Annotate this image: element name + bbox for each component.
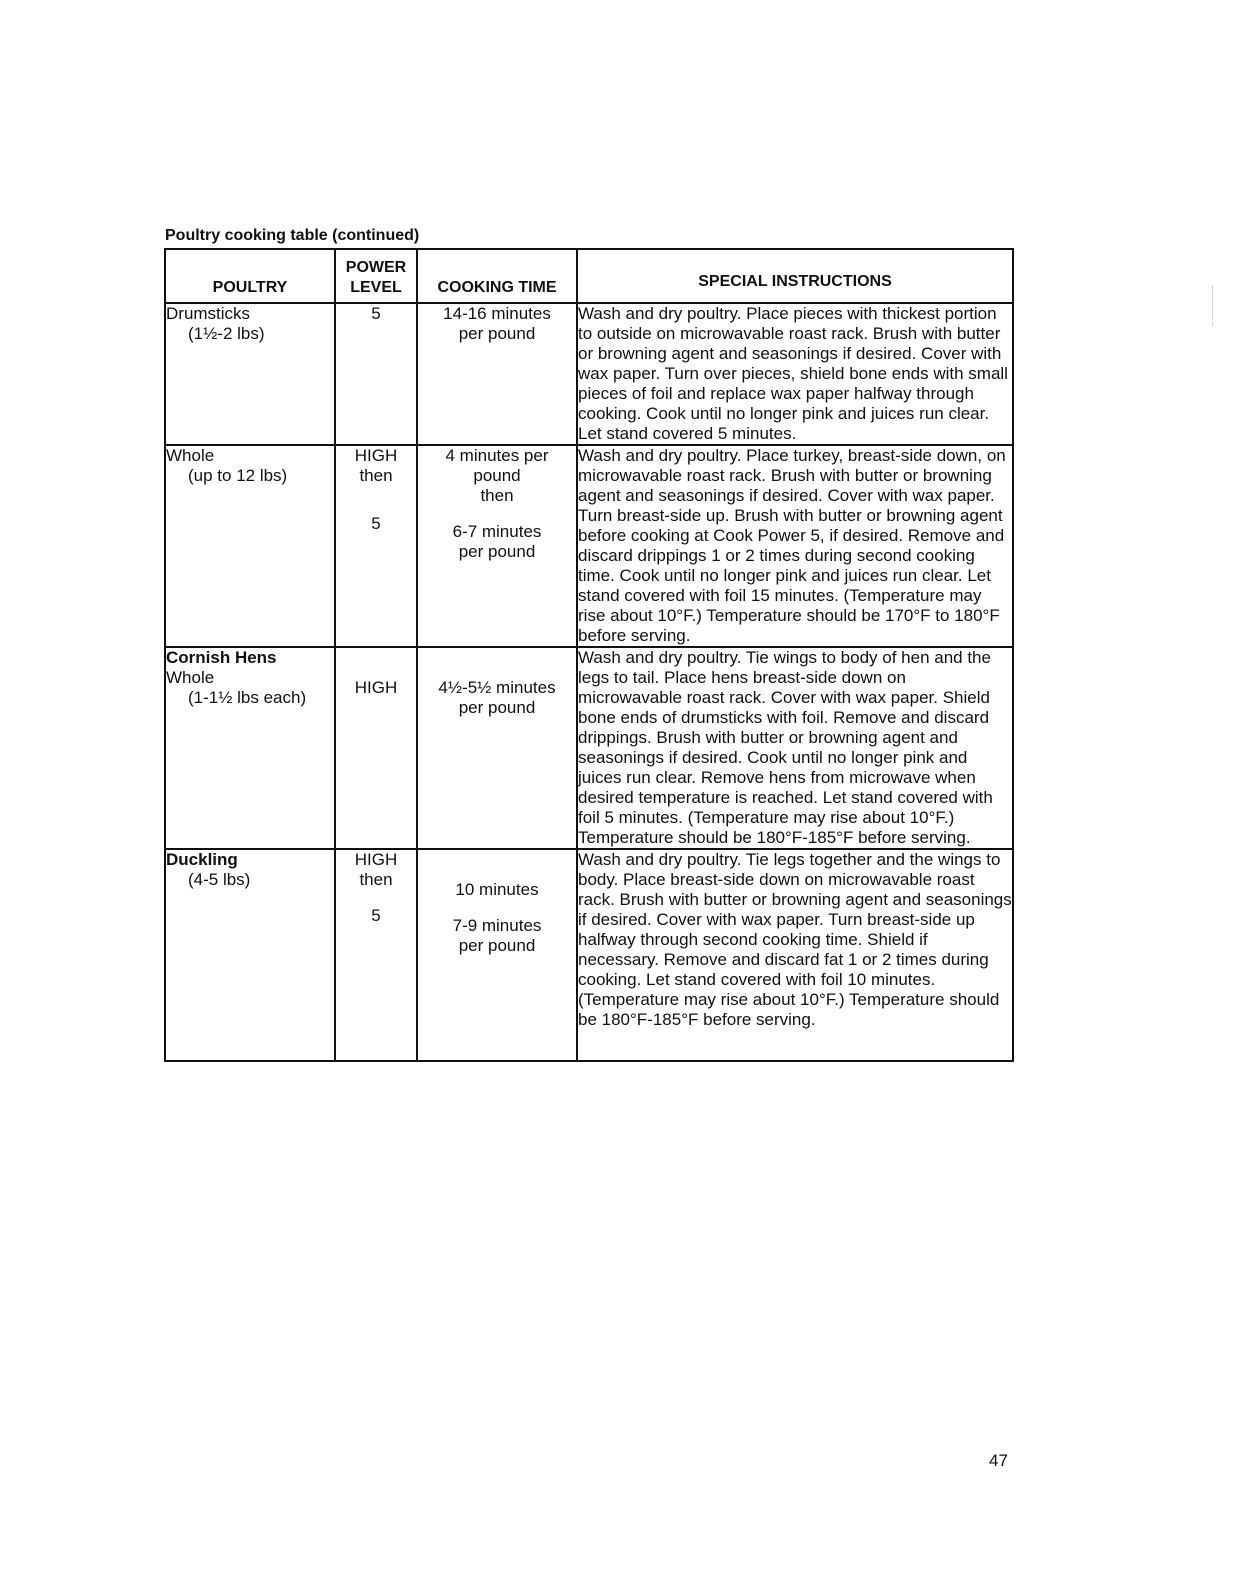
header-power-level: POWER LEVEL <box>335 249 417 303</box>
poultry-cooking-table <box>164 248 1014 1062</box>
cooking-time-cell <box>417 647 577 849</box>
cooking-time-unit-2: per pound <box>458 936 536 955</box>
table-row-cornish-hens <box>165 647 1013 849</box>
page-number: 47 <box>989 1451 1008 1470</box>
header-poultry: POULTRY <box>165 249 335 303</box>
special-instructions-cell: Wash and dry poultry. Place turkey, breast-side down, on microwavable roast rack. Brush with butter or browning agent and seasonings if desired. Cover with wax paper. Turn breast-side up. Brush with butter or browning agent before cooking at Cook Power 5, if desired. Remove and discard drippings 1 or 2 times during second cooking time. Cook until no longer pink and juices run clear. Let stand covered with foil 15 minutes. (Temperature may rise about 10°F.) Temperature should be 170°F to 180°F before serving. <box>577 445 1013 647</box>
cooking-time-value-2: 7-9 minutes <box>452 916 542 935</box>
spacer <box>336 890 416 906</box>
table-header-row <box>165 249 1013 303</box>
poultry-name: Drumsticks <box>166 304 251 323</box>
cooking-time-value: 4½-5½ minutes <box>438 678 556 697</box>
power-level-cell <box>335 647 417 849</box>
power-level-value-2: 5 <box>371 906 381 925</box>
cooking-time-value-2: 6-7 minutes <box>452 522 542 541</box>
cooking-time-cell <box>417 445 577 647</box>
power-level-value: HIGH <box>354 678 398 697</box>
header-special-instructions: SPECIAL INSTRUCTIONS <box>577 249 1013 303</box>
special-instructions-cell: Wash and dry poultry. Tie legs together and the wings to body. Place breast-side down on microwavable roast rack. Brush with butter or browning agent and seasonings if desired. Cover with wax paper. Turn breast-side up halfway through second cooking time. Shield if necessary. Remove and discard fat 1 or 2 times during cooking. Let stand covered with foil 10 minutes. (Temperature may rise about 10°F.) Temperature should be 180°F-185°F before serving. <box>577 849 1013 1061</box>
poultry-cell <box>165 303 335 445</box>
spacer <box>336 486 416 514</box>
poultry-weight: (1-1½ lbs each) <box>188 688 307 707</box>
poultry-heading: Duckling <box>166 850 238 869</box>
spacer <box>418 900 576 916</box>
header-cooking-time: COOKING TIME <box>417 249 577 303</box>
power-level-then: then <box>359 870 393 889</box>
power-level-cell <box>335 303 417 445</box>
cooking-time-unit: per pound <box>458 698 536 717</box>
spacer <box>418 506 576 522</box>
table-row-duckling <box>165 849 1013 1061</box>
poultry-cell <box>165 849 335 1061</box>
table-caption: Poultry cooking table (continued) <box>165 227 420 244</box>
cooking-time-unit: pound <box>473 466 521 485</box>
power-level-cell <box>335 445 417 647</box>
poultry-heading: Cornish Hens <box>166 648 277 667</box>
cooking-time-value: 14-16 minutes <box>443 304 551 323</box>
power-level-value-2: 5 <box>371 514 381 533</box>
cooking-time-value: 4 minutes per <box>445 446 549 465</box>
cooking-time-value: 10 minutes <box>455 880 539 899</box>
power-level-cell <box>335 849 417 1061</box>
poultry-weight: (4-5 lbs) <box>188 870 251 889</box>
cooking-time-unit-2: per pound <box>458 542 536 561</box>
poultry-name: Whole <box>166 446 215 465</box>
cooking-time-cell <box>417 303 577 445</box>
poultry-cell <box>165 647 335 849</box>
power-level-value: 5 <box>371 304 381 323</box>
scan-edge-mark <box>1212 286 1214 326</box>
poultry-cell <box>165 445 335 647</box>
cooking-time-unit: per pound <box>458 324 536 343</box>
power-level-value: HIGH <box>354 850 398 869</box>
poultry-weight: (up to 12 lbs) <box>188 466 288 485</box>
cooking-time-cell <box>417 849 577 1061</box>
poultry-name: Whole <box>166 668 215 687</box>
power-level-value: HIGH <box>354 446 398 465</box>
special-instructions-cell: Wash and dry poultry. Tie wings to body of hen and the legs to tail. Place hens breast-side down on microwavable roast rack. Cover with wax paper. Shield bone ends of drumsticks with foil. Remove and discard drippings. Brush with butter or browning agent and seasonings if desired. Cook until no longer pink and juices run clear. Remove hens from microwave when desired temperature is reached. Let stand covered with foil 5 minutes. (Temperature may rise about 10°F.) Temperature should be 180°F-185°F before serving. <box>577 647 1013 849</box>
cooking-time-then: then <box>480 486 514 505</box>
special-instructions-cell: Wash and dry poultry. Place pieces with thickest portion to outside on microwavable roast rack. Brush with butter or browning agent and seasonings if desired. Cover with wax paper. Turn over pieces, shield bone ends with small pieces of foil and replace wax paper halfway through cooking. Cook until no longer pink and juices run clear. Let stand covered 5 minutes. <box>577 303 1013 445</box>
poultry-weight: (1½-2 lbs) <box>188 324 265 343</box>
power-level-then: then <box>359 466 393 485</box>
table-row-whole <box>165 445 1013 647</box>
table-row-drumsticks <box>165 303 1013 445</box>
